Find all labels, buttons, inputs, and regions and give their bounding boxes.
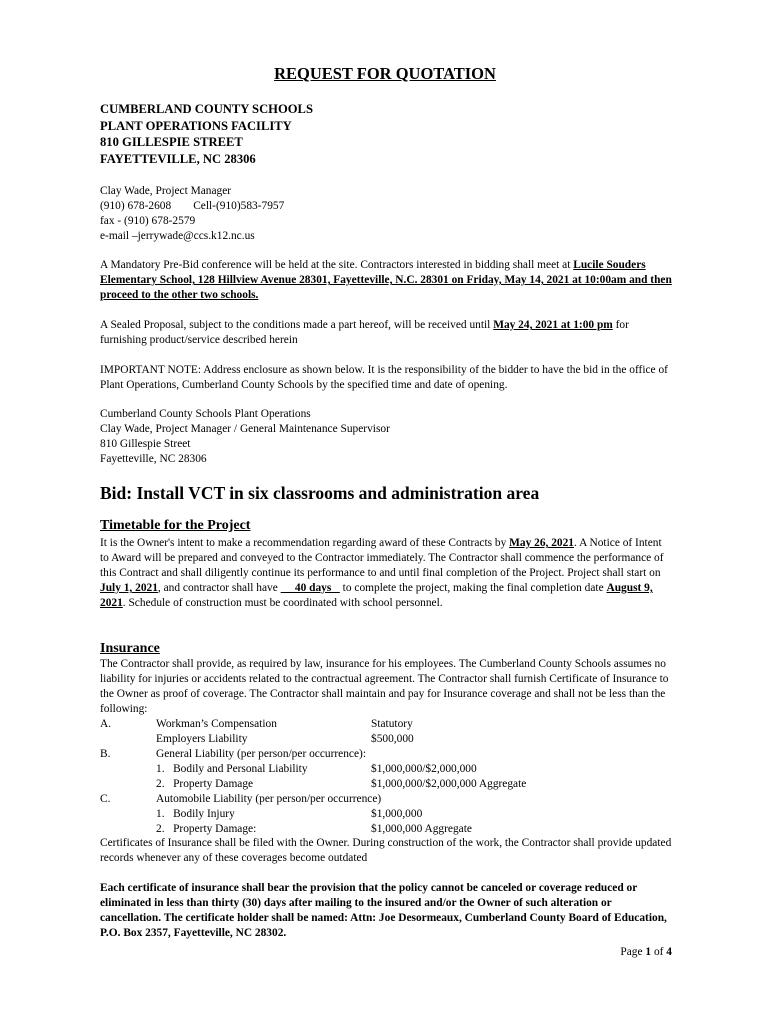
contact-phones <box>100 199 672 214</box>
coverage-label: Automobile Liability (per person/per occurrence) <box>156 793 382 805</box>
page-current: 1 <box>645 946 652 958</box>
insurance-heading: Insurance <box>100 641 160 656</box>
important-note: IMPORTANT NOTE: Address enclosure as shown below. It is the responsibility of the bidder to have the bid in the office of Plant Operations, Cumberland County Schools by the specified time and date of opening. <box>100 364 668 391</box>
certificate-provision: Each certificate of insurance shall bear the provision that the policy cannot be canceled or coverage reduced or eliminated in less than thirty (30) days after mailing to the insured and/or the Owner of such alteration or cancellation. The certificate holder shall be named: Attn: Joe Desormeaux, Cumberland County Board of Education, P.O. Box 2357, Fayetteville, NC 28302. <box>100 882 667 939</box>
coverage-value: Statutory <box>371 718 413 730</box>
sealed-proposal-paragraph <box>100 318 672 348</box>
email: e-mail –jerrywade@ccs.k12.nc.us <box>100 230 255 242</box>
page-title: REQUEST FOR QUOTATION <box>274 64 496 83</box>
coverage-label: 1. Bodily Injury <box>156 808 235 820</box>
coverage-value: $1,000,000 Aggregate <box>371 823 472 835</box>
enclosure-line: 810 Gillespie Street <box>100 438 191 450</box>
timetable-text: It is the Owner's intent to make a recommendation regarding award of these Contracts by <box>100 537 510 549</box>
coverage-label: General Liability (per person/per occurrence): <box>156 748 366 760</box>
award-date: May 26, 2021 <box>509 537 574 549</box>
timetable-text: . A Notice of Intent to Award will be prepared and conveyed to the Contractor immediately. The Contractor shall commence the performance of this Contract and shall diligently continue its performance to and until final completion of the Project. Project shall start on <box>100 537 664 579</box>
page-of-label: of <box>651 946 667 958</box>
coverage-value: $1,000,000 <box>371 808 423 820</box>
fax: fax - (910) 678-2579 <box>100 215 196 227</box>
phone: (910) 678-2608 <box>100 200 172 212</box>
due-date: May 24, 2021 at 1:00 pm <box>493 319 613 331</box>
page-total: 4 <box>666 946 672 958</box>
certificates-paragraph: Certificates of Insurance shall be filed with the Owner. During construction of the work, the Contractor shall provide updated records whenever any of these coverages become outdated <box>100 837 672 864</box>
coverage-value: $500,000 <box>371 733 414 745</box>
coverage-value: $1,000,000/$2,000,000 <box>371 763 477 775</box>
enclosure-line: Cumberland County Schools Plant Operations <box>100 408 311 420</box>
enclosure-address <box>100 407 672 467</box>
facility-address <box>100 101 672 167</box>
prebid-text: A Mandatory Pre-Bid conference will be held at the site. Contractors interested in bidding shall meet at <box>100 259 574 271</box>
contact-block <box>100 184 672 244</box>
enclosure-line: Clay Wade, Project Manager / General Maintenance Supervisor <box>100 423 390 435</box>
address-line: 810 GILLESPIE STREET <box>100 135 243 150</box>
address-line: FAYETTEVILLE, NC 28306 <box>100 151 256 166</box>
duration-days: 40 days <box>280 582 340 594</box>
page-label: Page <box>620 946 646 958</box>
coverage-letter: B. <box>100 748 111 760</box>
timetable-heading: Timetable for the Project <box>100 518 251 533</box>
timetable-text: , and contractor shall have <box>157 582 281 594</box>
sealed-end: for furnishing product/service described herein <box>100 319 629 346</box>
address-line: PLANT OPERATIONS FACILITY <box>100 118 292 133</box>
coverage-letter: A. <box>100 718 112 730</box>
prebid-location: Lucile Souders Elementary School, 128 Hillview Avenue 28301, Fayetteville, N.C. 28301 on Friday, May 14, 2021 at 10:00am and then proceed to the other two schools. <box>100 259 672 301</box>
coverage-label: 2. Property Damage <box>156 778 254 790</box>
address-line: CUMBERLAND COUNTY SCHOOLS <box>100 102 313 116</box>
coverage-label: Employers Liability <box>156 733 248 745</box>
start-date: July 1, 2021 <box>100 582 158 594</box>
coverage-label: 1. Bodily and Personal Liability <box>156 763 308 775</box>
coverage-label: 2. Property Damage: <box>156 823 257 835</box>
timetable-text: . Schedule of construction must be coordinated with school personnel. <box>122 597 443 609</box>
bid-title: Bid: Install VCT in six classrooms and administration area <box>100 483 540 503</box>
coverage-label: Workman’s Compensation <box>156 718 277 730</box>
completion-date: August 9, 2021 <box>100 582 653 609</box>
coverage-value: $1,000,000/$2,000,000 Aggregate <box>371 778 527 790</box>
coverage-letter: C. <box>100 793 111 805</box>
contact-name: Clay Wade, Project Manager <box>100 185 232 197</box>
cell-phone: Cell-(910)583-7957 <box>193 200 285 212</box>
prebid-paragraph <box>100 258 672 303</box>
page-number <box>560 946 672 958</box>
sealed-text: A Sealed Proposal, subject to the conditions made a part hereof, will be received until <box>100 319 494 331</box>
insurance-intro: The Contractor shall provide, as required by law, insurance for his employees. The Cumberland County Schools assumes no liability for injuries or accidents related to the contractual agreement. The Contractor shall furnish Certificate of Insurance to the Owner as proof of coverage. The Contractor shall maintain and pay for Insurance coverage and shall not be less than the following: <box>100 658 669 715</box>
timetable-paragraph <box>100 536 672 611</box>
timetable-text: to complete the project, making the final completion date <box>339 582 607 594</box>
enclosure-line: Fayetteville, NC 28306 <box>100 453 207 465</box>
